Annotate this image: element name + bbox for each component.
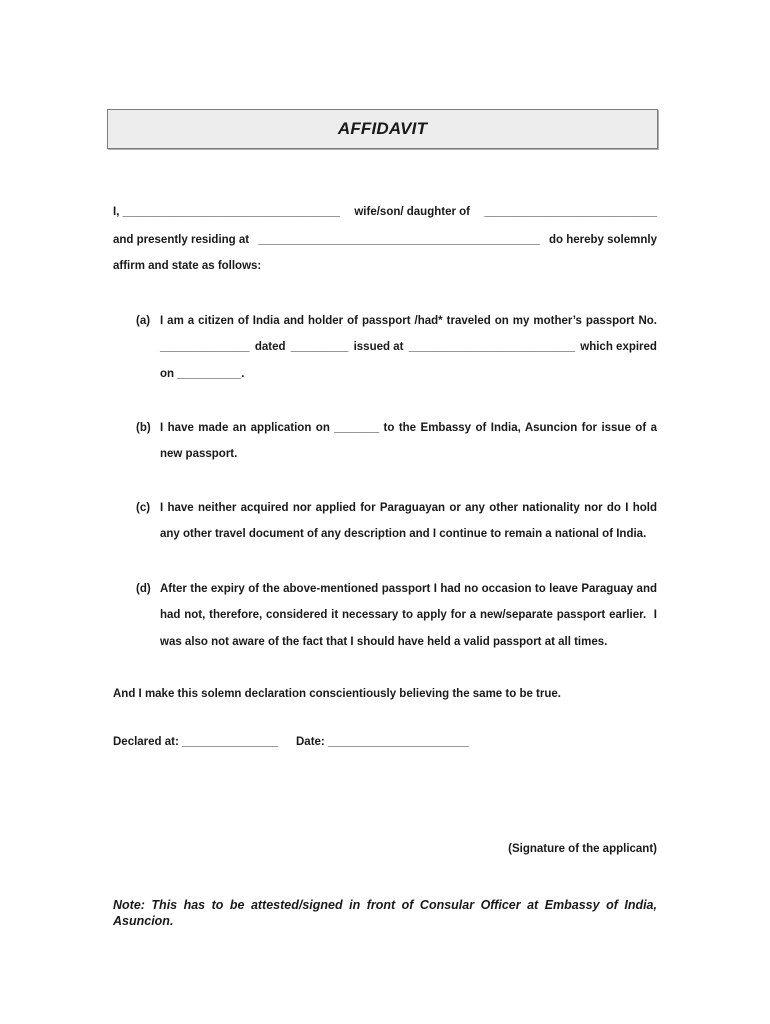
attestation-note — [113, 897, 657, 929]
item-a-line-1: I am a citizen of India and holder of passport /had* traveled on my mother’s passport No. — [160, 315, 657, 327]
item-d-line-3: was also not aware of the fact that I should have held a valid passport at all times. — [160, 636, 608, 648]
intro-line-1 — [113, 205, 657, 219]
item-c-line-1: I have neither acquired nor applied for Paraguayan or any other nationality nor do I hold — [160, 502, 657, 514]
date-field: Date: ______________________ — [296, 736, 469, 748]
title-box — [107, 109, 658, 149]
document-title: AFFIDAVIT — [337, 119, 428, 138]
declaration-text: And I make this solemn declaration conscientiously believing the same to be true. — [113, 688, 561, 700]
item-a-line-3: on __________. — [160, 368, 245, 380]
item-b-line-1: I have made an application on _______ to the Embassy of India, Asuncion for issue of a — [160, 422, 657, 434]
residing-label: and presently residing at — [113, 234, 250, 246]
item-d-line-2: had not, therefore, considered it necessary to apply for a new/separate passport earlier. I — [160, 609, 657, 621]
passport-number-blank: ______________ — [160, 341, 250, 353]
item-a-line-2 — [160, 340, 657, 354]
issued-at-label: issued at — [353, 341, 404, 353]
intro-line-2 — [113, 233, 657, 247]
item-d-label: (d) — [136, 583, 151, 595]
dated-label: dated — [254, 341, 286, 353]
expired-label: which expired — [580, 341, 657, 353]
name-blank: I, __________________________________ — [113, 206, 341, 218]
declared-at-field: Declared at: _______________ — [113, 736, 278, 748]
address-blank: ____________________________________________ — [258, 234, 540, 246]
note-line-2: Asuncion. — [113, 914, 174, 928]
item-c-label: (c) — [136, 502, 151, 514]
date-blank: _________ — [290, 341, 349, 353]
solemnly-label: do hereby solemnly — [548, 234, 657, 246]
item-b-line-2: new passport. — [160, 448, 238, 460]
parent-blank: ___________________________ — [484, 206, 657, 218]
item-d-line-1: After the expiry of the above-mentioned passport I had no occasion to leave Paraguay and — [160, 583, 657, 595]
item-b-label: (b) — [136, 422, 151, 434]
relation-label: wife/son/ daughter of — [354, 206, 470, 218]
signature-label: (Signature of the applicant) — [508, 843, 657, 855]
item-a-label: (a) — [136, 315, 151, 327]
note-line-1: Note: This has to be attested/signed in front of Consular Officer at Embassy of India, — [113, 898, 657, 912]
item-c-line-2: any other travel document of any description and I continue to remain a national of India. — [160, 528, 647, 540]
issued-place-blank: __________________________ — [408, 341, 575, 353]
intro-line-3: affirm and state as follows: — [113, 260, 262, 272]
